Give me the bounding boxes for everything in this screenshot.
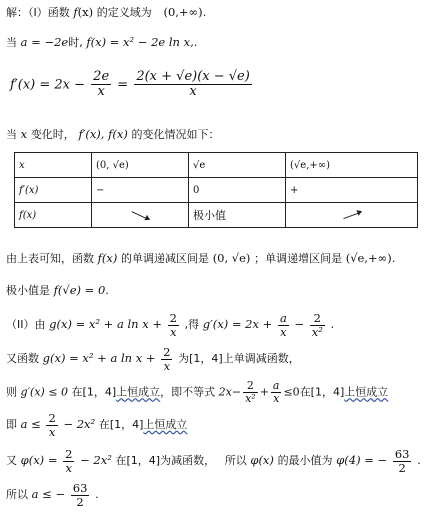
text: （II）由 [6, 318, 46, 332]
math: (√e,+∞). [345, 251, 396, 265]
math: a ≤ − [31, 487, 66, 502]
denominator: x² [311, 324, 323, 339]
math: φ(4) = − [336, 453, 388, 468]
table-cell: √e [189, 153, 286, 178]
text: 在[1，4] [299, 385, 345, 399]
table-cell: (0, √e) [92, 153, 189, 178]
table-row [15, 153, 418, 178]
line-monotonic [6, 252, 395, 266]
math: f(x) [97, 251, 118, 265]
text: 解：（I）函数 [6, 6, 70, 19]
table-cell: f(x) [15, 203, 92, 228]
fraction [310, 312, 325, 338]
math: f′(x) = 2x − [10, 77, 86, 93]
text: 所以 [224, 454, 247, 468]
math: . [95, 487, 99, 502]
numerator: 2 [310, 312, 325, 326]
math: a ≤ [20, 417, 41, 432]
line-conclusion [6, 482, 99, 508]
line-domain [6, 6, 206, 20]
math: (0,+∞). [163, 5, 207, 19]
denominator: x² [245, 392, 256, 406]
table-cell: f′(x) [15, 178, 92, 203]
text: 在[1，4] [71, 385, 117, 399]
text: 即 [6, 418, 17, 432]
math: g′(x) ≤ 0 [20, 385, 69, 399]
text: 变化时， [30, 128, 75, 141]
text: 所以 [6, 488, 28, 502]
table-cell: x [15, 153, 92, 178]
denominator: x [163, 358, 171, 373]
fraction [243, 380, 258, 405]
numerator: 2 [243, 380, 258, 393]
math: φ(x) = [20, 453, 58, 468]
text: 上恒成立 [344, 385, 389, 399]
fraction [271, 380, 282, 405]
table-cell: (√e,+∞) [286, 153, 418, 178]
math: . [417, 453, 421, 468]
math: f(√e) = 0. [53, 283, 109, 297]
increasing-arrow-icon [343, 211, 360, 218]
fraction [134, 70, 252, 100]
math: − [294, 317, 305, 332]
text: 的定义域为 [96, 6, 152, 19]
text: ，即不等式 [160, 385, 216, 399]
math: g(x) = x² + a ln x + [42, 351, 156, 366]
fraction [46, 412, 57, 438]
numerator: 2 [169, 311, 177, 325]
math: g(x) = x² + a ln x + [49, 317, 162, 332]
table-row [15, 203, 418, 228]
table-cell: + [286, 178, 418, 203]
denominator: x [189, 84, 197, 100]
text: 上恒成立 [143, 418, 188, 432]
variation-table [14, 152, 418, 228]
fraction [63, 448, 74, 474]
text: 在[1，4] [98, 418, 144, 432]
math: a = −2e [20, 35, 69, 49]
math: f(x) = x² − 2e ln x,. [86, 35, 198, 49]
text: 的单调递减区间是 [121, 252, 210, 265]
math: x [20, 127, 28, 141]
text: 由上表可知，函数 [6, 252, 94, 265]
text: 当 [6, 36, 17, 49]
math: − 2x² [80, 453, 112, 468]
math: + [259, 385, 269, 399]
denominator: x [170, 324, 177, 339]
numerator: 2 [48, 411, 56, 425]
line-minimum [6, 284, 109, 298]
numerator: 2 [65, 447, 73, 461]
line-table-intro [6, 128, 219, 142]
text: 当 [6, 128, 17, 141]
text: 则 [6, 385, 17, 399]
line-part2 [6, 312, 334, 338]
denominator: x [97, 84, 105, 100]
numerator: 63 [72, 481, 88, 495]
text: 的最小值为 [277, 454, 333, 468]
math: − 2x² [63, 417, 96, 432]
numerator: 2e [93, 69, 110, 84]
denominator: x [273, 392, 280, 406]
line-decreasing [6, 346, 300, 372]
line-phi [6, 448, 421, 474]
numerator: a [279, 311, 287, 325]
table-cell: − [92, 178, 189, 203]
math: (x) [77, 5, 94, 19]
text: 在[1，4]为减函数， [115, 454, 216, 468]
fraction [71, 482, 90, 508]
numerator: 2(x + √e)(x − √e) [136, 69, 250, 84]
fraction [393, 448, 412, 474]
decreasing-arrow-icon [132, 211, 149, 220]
math: . [330, 317, 335, 332]
math: f [73, 5, 78, 19]
math: 2x− [218, 385, 242, 399]
fraction [278, 312, 289, 338]
fraction [161, 346, 172, 372]
text: 又 [6, 454, 17, 468]
math: = [117, 77, 129, 93]
text: ；单调递增区间是 [254, 252, 343, 265]
line-case [6, 36, 197, 50]
denominator: x [48, 424, 56, 439]
numerator: 2 [163, 345, 171, 359]
fraction [168, 312, 179, 338]
line-bound [6, 412, 187, 438]
table-cell: 0 [189, 178, 286, 203]
denominator: 2 [76, 494, 84, 509]
numerator: a [272, 379, 280, 392]
math: f′(x), f(x) [78, 127, 128, 141]
text: ,得 [184, 318, 200, 332]
table-cell [92, 203, 189, 228]
fraction [91, 70, 111, 100]
table-row [15, 178, 418, 203]
text: 为[1，4]上单调减函数， [178, 352, 300, 366]
math: (0, √e) [212, 251, 251, 265]
text: 上恒成立 [116, 385, 161, 399]
numerator: 63 [394, 447, 410, 461]
table-cell [286, 203, 418, 228]
text: 极小值是 [6, 284, 50, 297]
denominator: 2 [398, 460, 406, 475]
denominator: x [280, 324, 287, 339]
text: 时, [68, 36, 83, 49]
text: 的变化情况如下： [131, 128, 220, 141]
math: g′(x) = 2x + [202, 317, 273, 332]
line-inequality [6, 380, 388, 405]
text: 又函数 [6, 352, 39, 366]
denominator: x [65, 460, 73, 475]
line-derivative [10, 70, 254, 100]
math: φ(x) [250, 453, 274, 468]
table-cell: 极小值 [189, 203, 286, 228]
math: ≤0 [283, 385, 300, 399]
